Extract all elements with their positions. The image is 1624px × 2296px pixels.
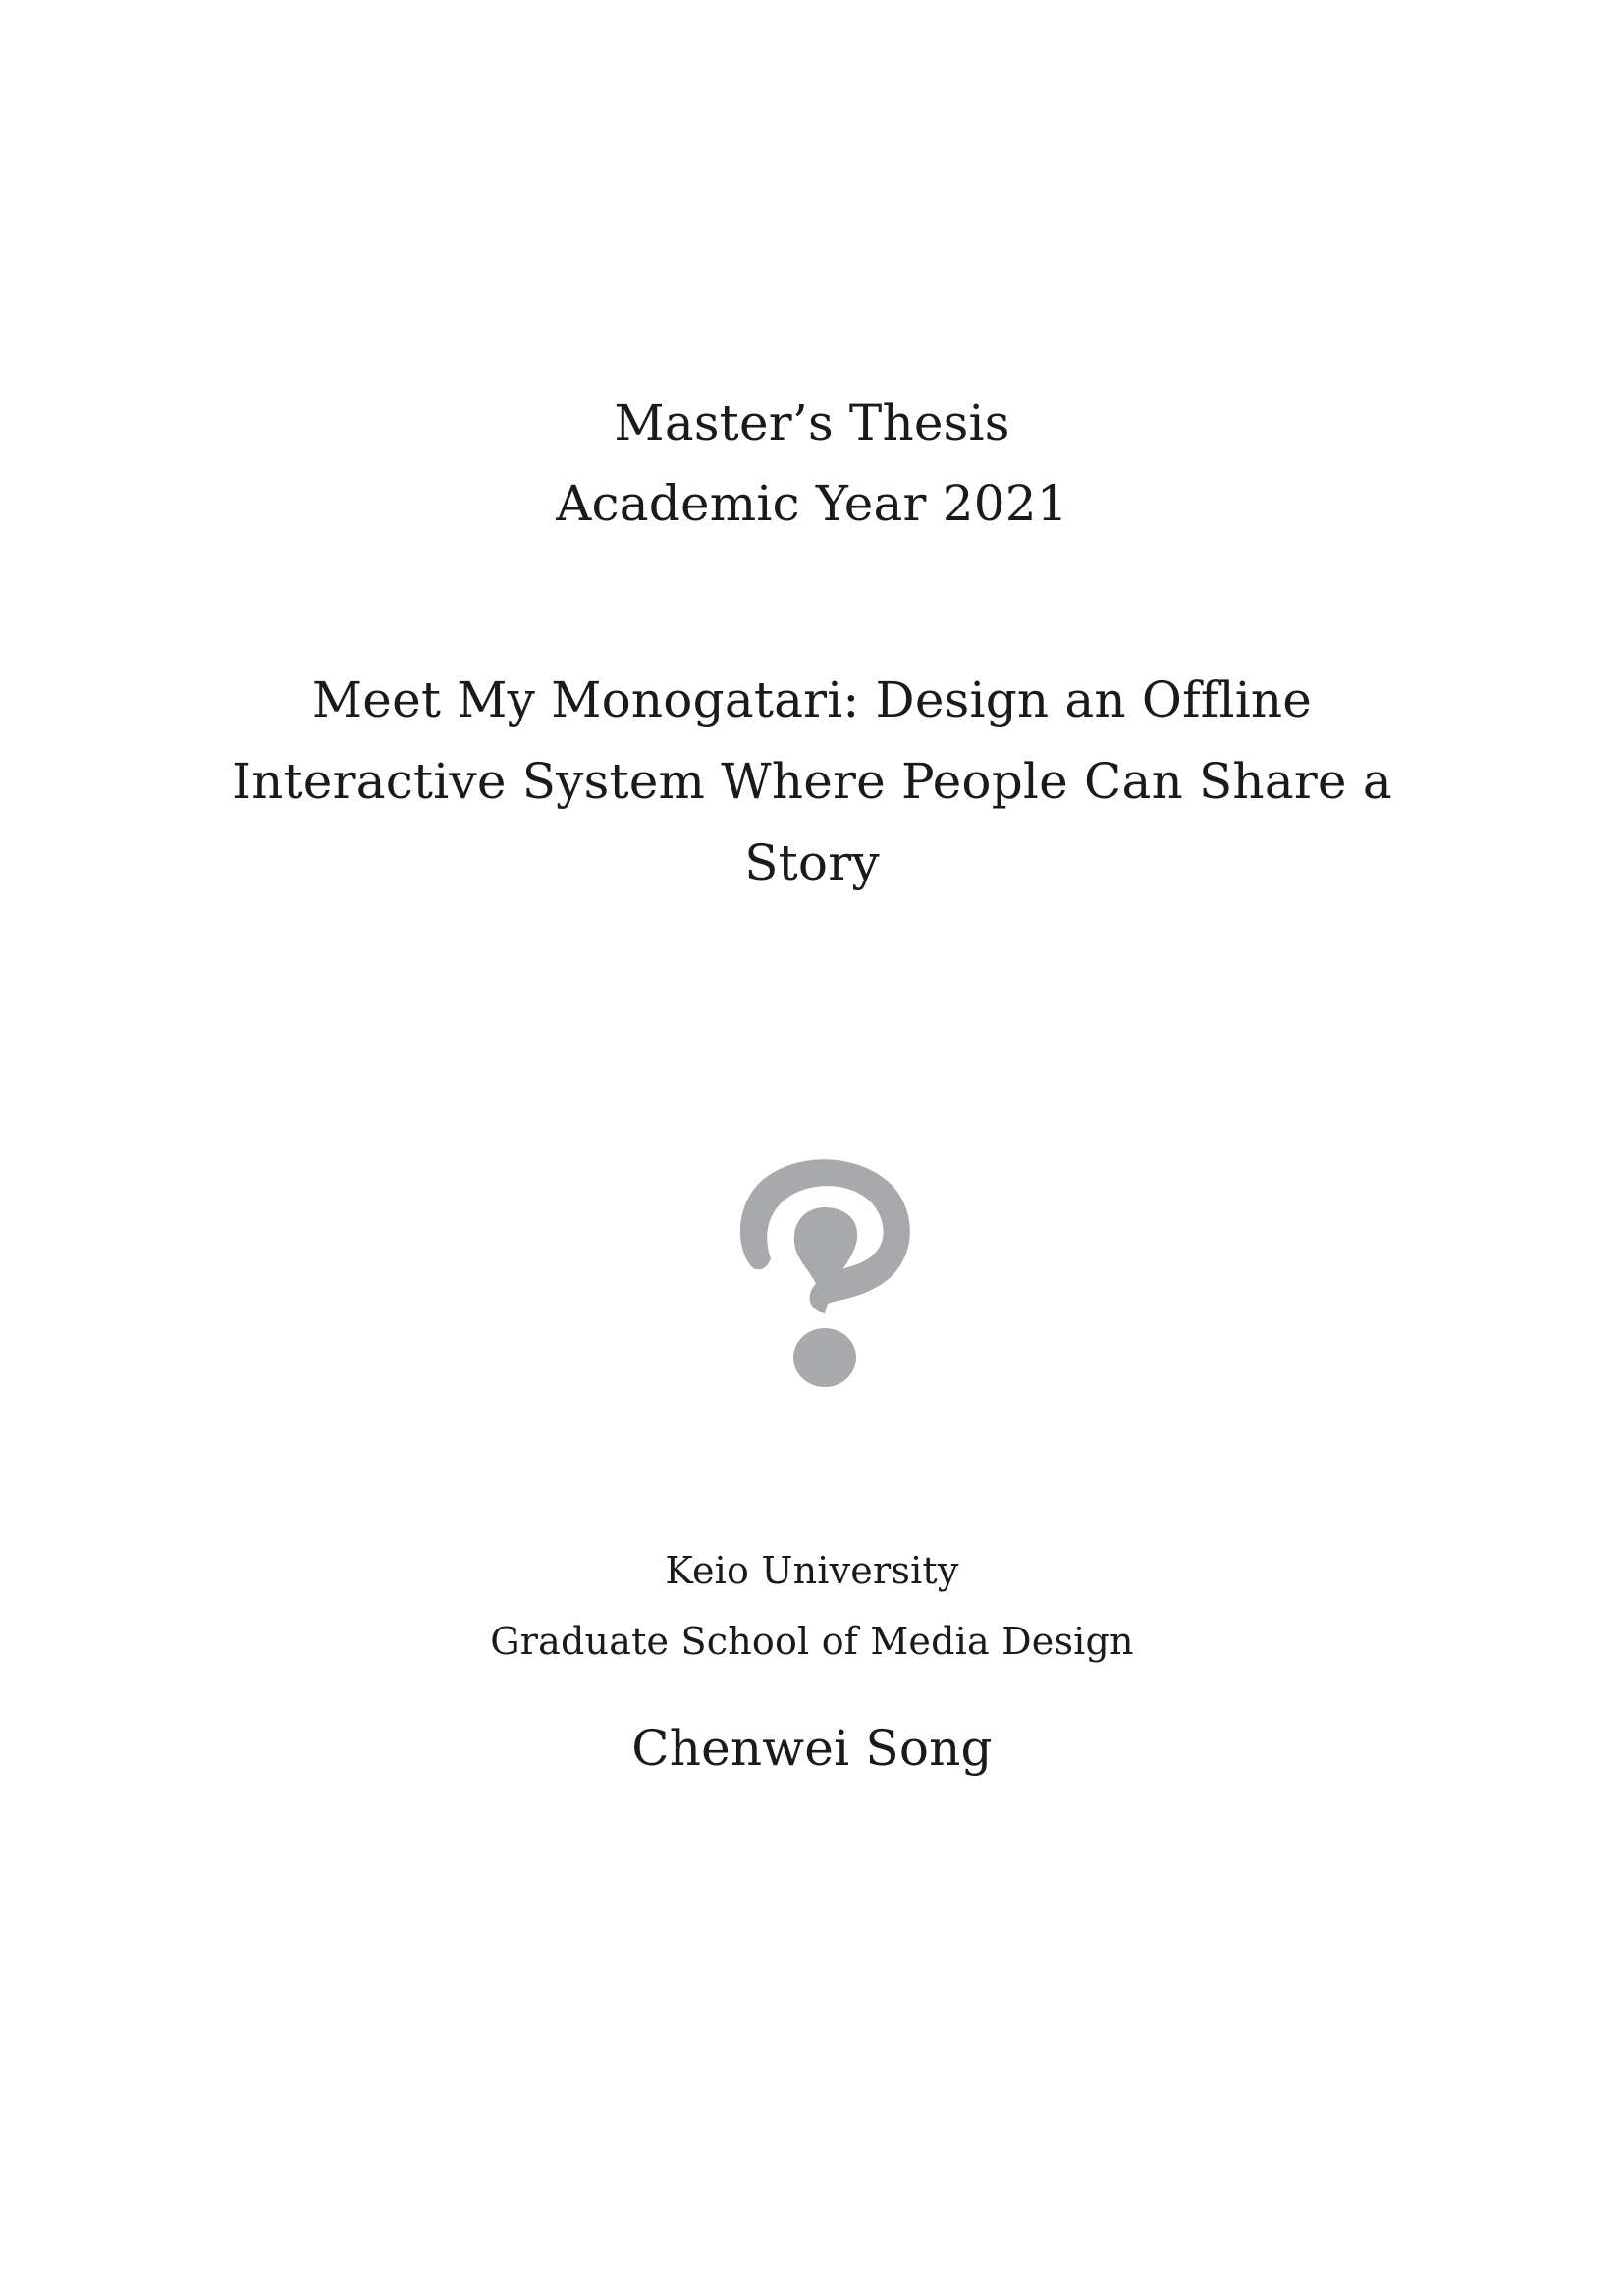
keio-question-mark-logo-icon xyxy=(731,1156,918,1392)
school-name: Graduate School of Media Design xyxy=(490,1620,1134,1663)
thesis-type: Master’s Thesis xyxy=(614,395,1010,452)
thesis-title-line-2: Interactive System Where People Can Share a xyxy=(232,753,1392,810)
thesis-title-line-3: Story xyxy=(744,834,880,891)
university-name: Keio University xyxy=(665,1549,959,1592)
author-name: Chenwei Song xyxy=(631,1720,993,1777)
thesis-title-line-1: Meet My Monogatari: Design an Offline xyxy=(311,671,1313,728)
academic-year: Academic Year 2021 xyxy=(556,475,1068,532)
